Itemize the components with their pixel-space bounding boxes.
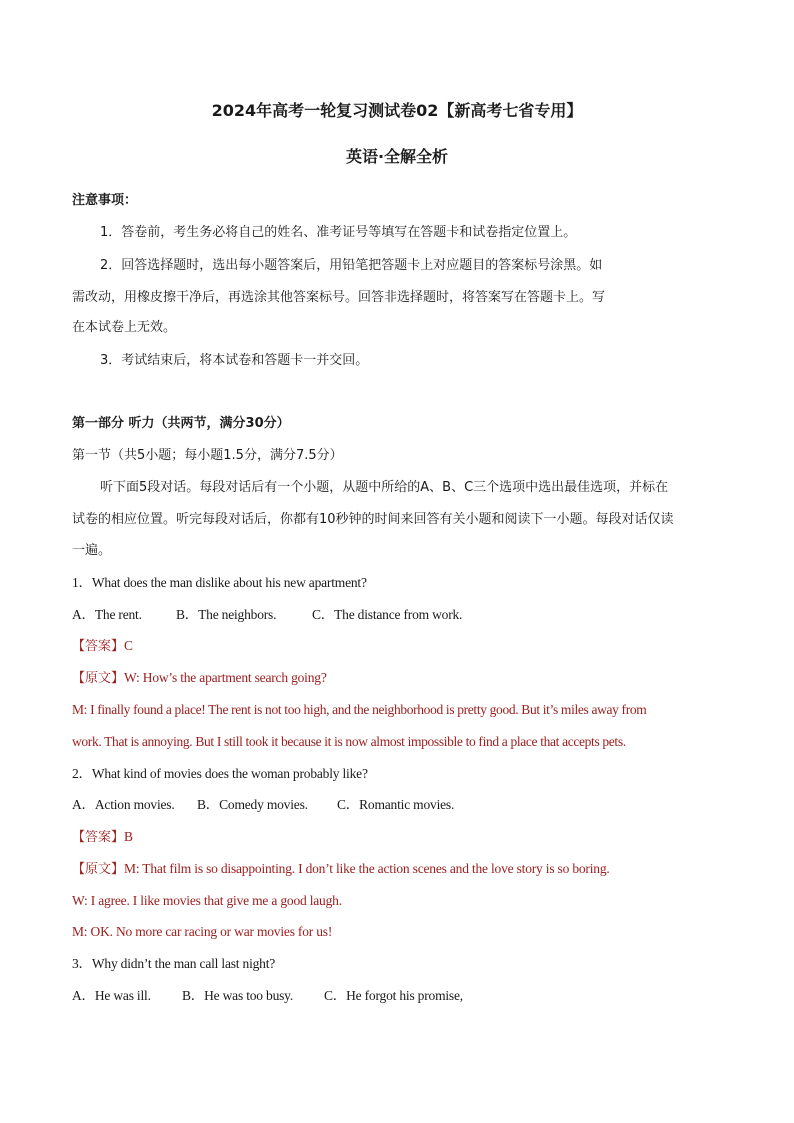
script-label: 【原文】	[72, 671, 125, 686]
answer-value: C	[124, 638, 133, 653]
option-a: A．He was ill.	[72, 988, 151, 1003]
notice-heading: 注意事项：	[72, 193, 138, 208]
option-b: B．He was too busy.	[182, 988, 294, 1003]
script-line: work. That is annoying. But I still took it because it is now almost impossible to find a place that accepts pets.	[72, 734, 626, 749]
instruction-line: 试卷的相应位置。听完每段对话后，你都有10秒钟的时间来回答有关小题和阅读下一小题。每段对话仅读	[72, 512, 674, 527]
option-c: C．Romantic movies.	[337, 797, 455, 812]
section-subtitle: 第一节（共5小题；每小题1.5分，满分7.5分）	[72, 448, 343, 463]
question-options	[72, 605, 462, 625]
answer-line	[72, 636, 133, 657]
notice-item: 2．回答选择题时，选出每小题答案后，用铅笔把答题卡上对应题目的答案标号涂黑。如	[100, 258, 603, 273]
option-c: C．The distance from work.	[312, 607, 463, 622]
option-a: A．Action movies.	[72, 797, 175, 812]
notice-item: 3．考试结束后，将本试卷和答题卡一并交回。	[100, 353, 369, 368]
script-text: W: How’s the apartment search going?	[124, 670, 327, 685]
option-b: B．The neighbors.	[176, 607, 277, 622]
answer-line	[72, 827, 133, 848]
question-options	[72, 795, 454, 815]
question-text: 1．What does the man dislike about his new apartment?	[72, 575, 367, 590]
question-text: 3．Why didn’t the man call last night?	[72, 956, 276, 971]
notice-item: 1．答卷前，考生务必将自己的姓名、准考证号等填写在答题卡和试卷指定位置上。	[100, 225, 577, 240]
document-title: 2024年高考一轮复习测试卷02【新高考七省专用】	[211, 101, 583, 120]
part-title: 第一部分 听力（共两节，满分30分）	[72, 416, 290, 431]
script-line: M: I finally found a place! The rent is not too high, and the neighborhood is pretty good. But it’s miles away from	[72, 702, 647, 717]
answer-value: B	[124, 829, 133, 844]
script-line: W: I agree. I like movies that give me a good laugh.	[72, 893, 342, 908]
document-subtitle: 英语·全解全析	[345, 147, 449, 166]
option-c: C．He forgot his promise,	[324, 988, 463, 1003]
script-line	[72, 859, 610, 880]
script-label: 【原文】	[72, 862, 125, 877]
question-options	[72, 986, 463, 1006]
instruction-line: 听下面5段对话。每段对话后有一个小题，从题中所给的A、B、C三个选项中选出最佳选项，并标在	[100, 480, 669, 495]
option-a: A．The rent.	[72, 607, 142, 622]
answer-label: 【答案】	[72, 639, 125, 654]
notice-item: 需改动，用橡皮擦干净后，再选涂其他答案标号。回答非选择题时，将答案写在答题卡上。写	[72, 290, 606, 305]
answer-label: 【答案】	[72, 830, 125, 845]
script-line: M: OK. No more car racing or war movies for us!	[72, 924, 333, 939]
question-text: 2．What kind of movies does the woman probably like?	[72, 766, 368, 781]
instruction-line: 一遍。	[72, 543, 112, 558]
option-b: B．Comedy movies.	[197, 797, 308, 812]
script-text: M: That film is so disappointing. I don’t like the action scenes and the love story is so boring.	[124, 861, 610, 876]
script-line	[72, 668, 327, 689]
notice-item: 在本试卷上无效。	[72, 320, 177, 335]
